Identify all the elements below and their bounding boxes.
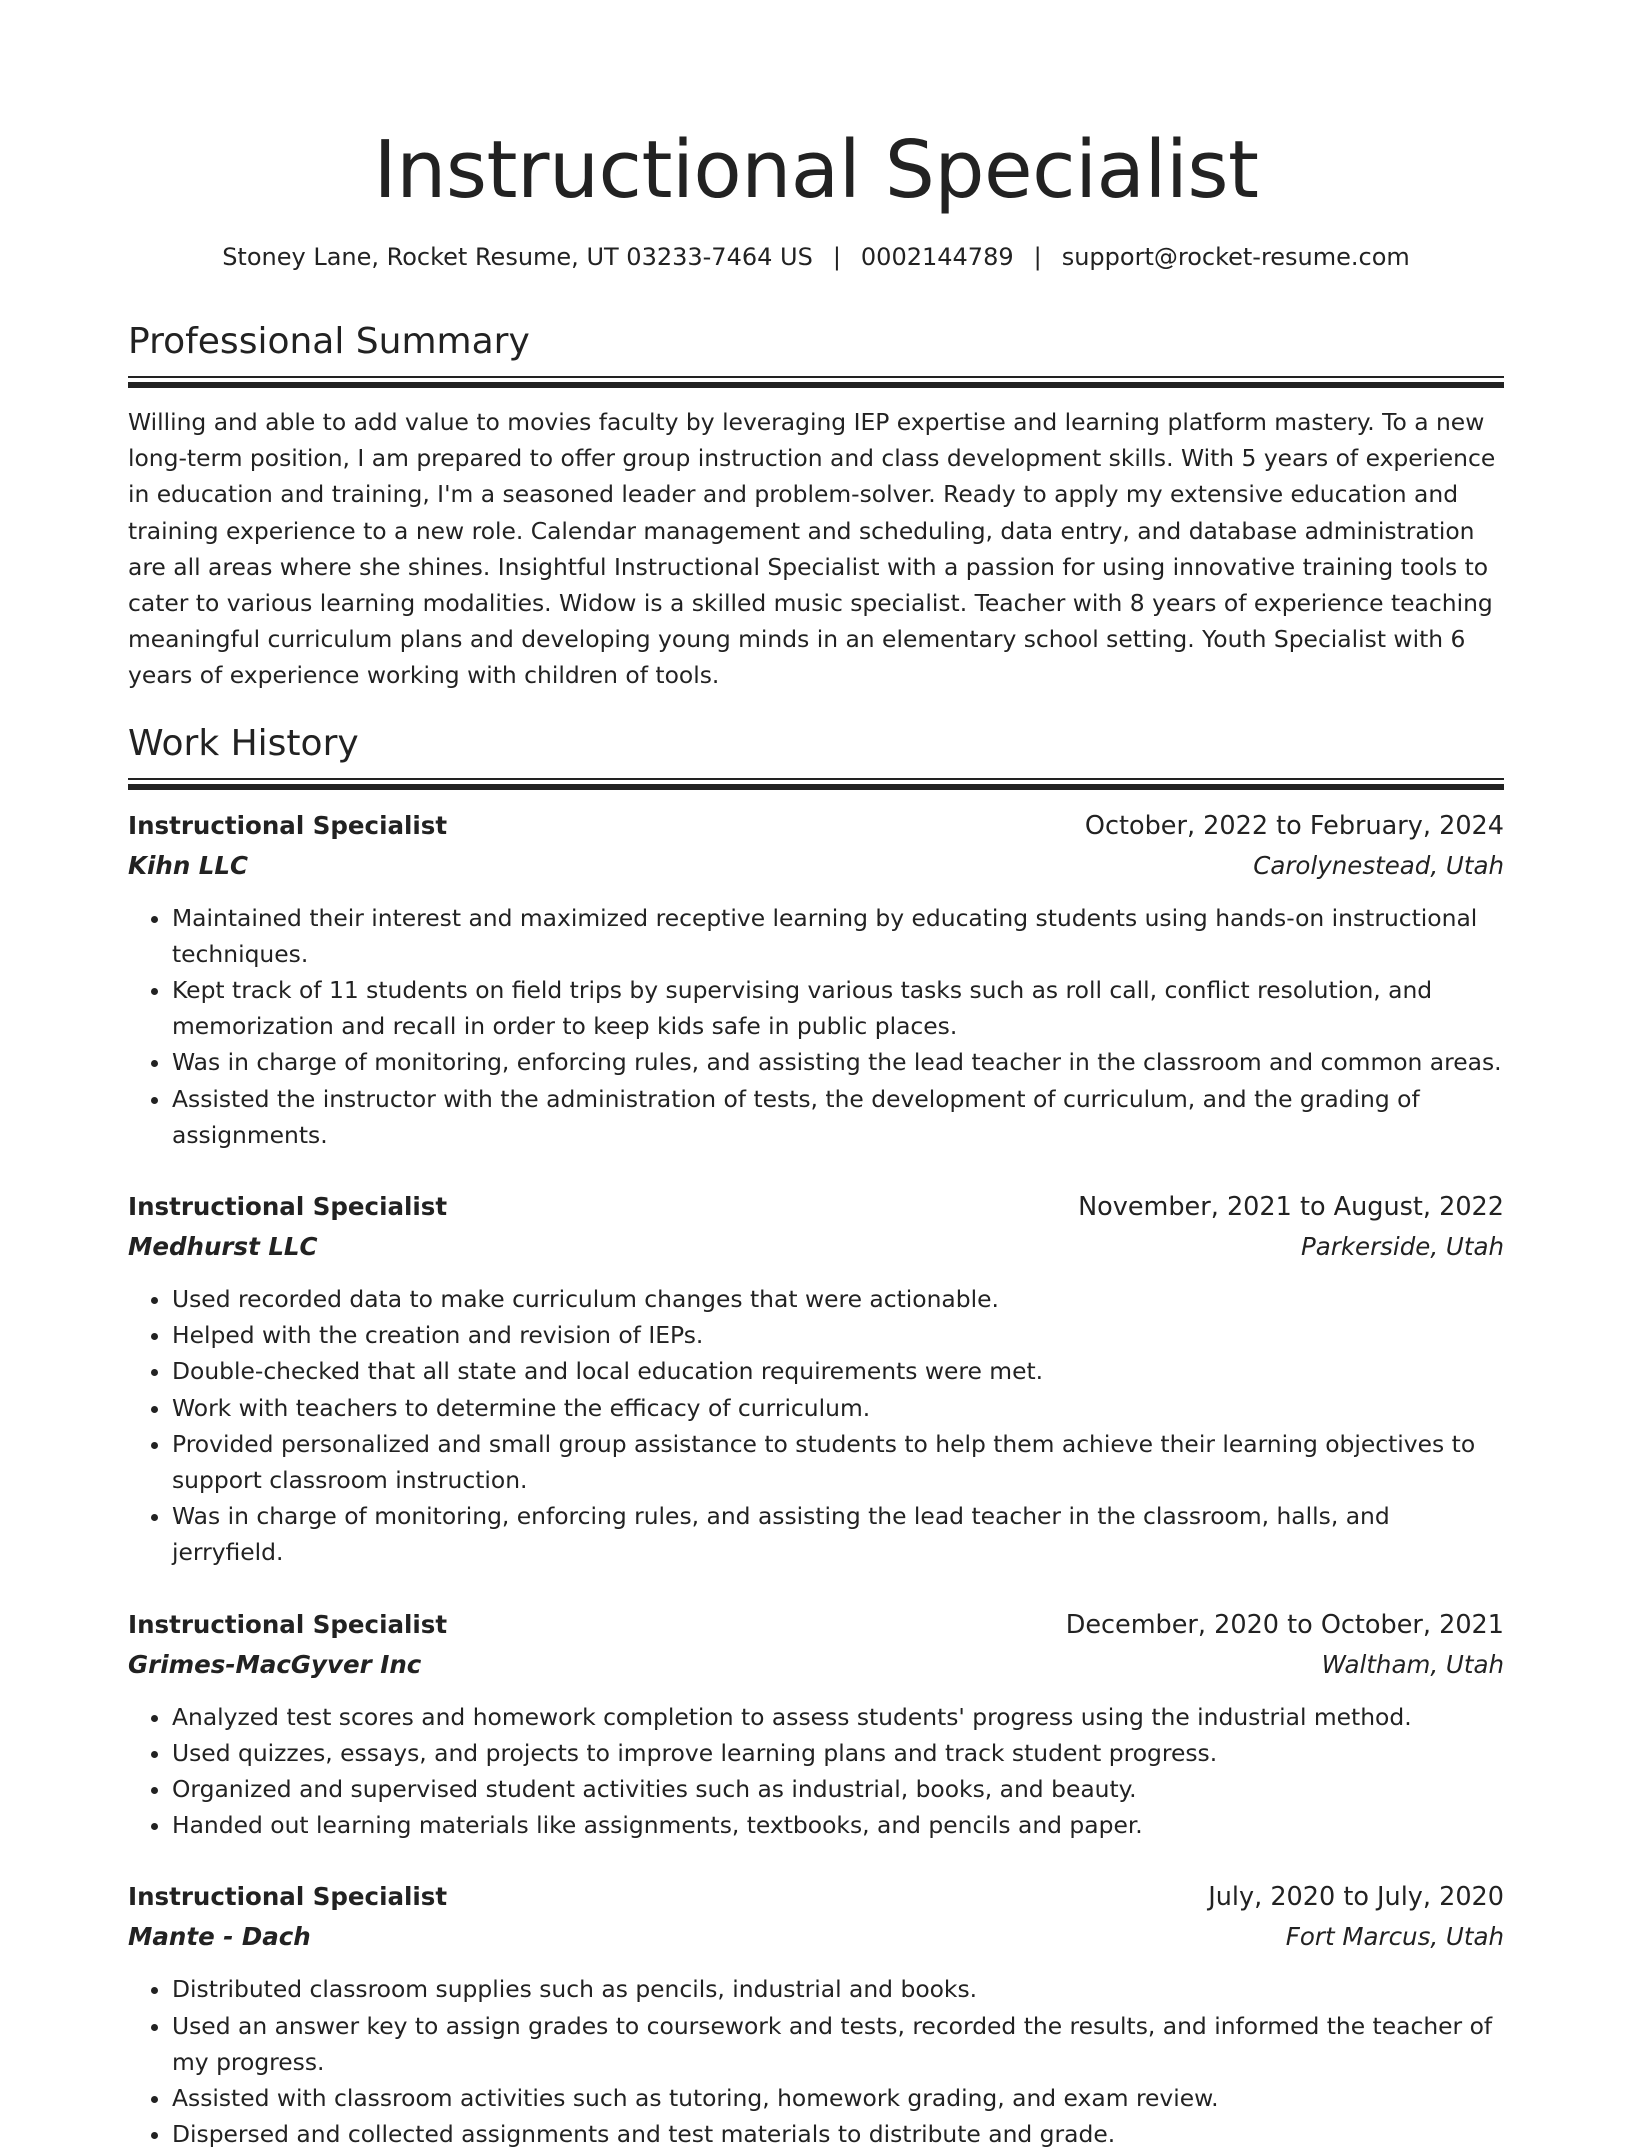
job-bullet: • Was in charge of monitoring, enforcing rules, and assisting the lead teacher in the classroom, halls, and jerryfield. [172,1498,1504,1570]
resume-name: Instructional Specialist [373,124,1259,216]
job-dates: October, 2022 to February, 2024 [1084,810,1504,841]
section-divider [128,778,1504,790]
job-bullet: • Kept track of 11 students on field trips by supervising various tasks such as roll call, conflict resolution, and memorization and recall in order to keep kids safe in public places. [172,972,1504,1044]
job-bullets [128,900,1504,1153]
job-bullet: • Provided personalized and small group assistance to students to help them achieve their learning objectives to support classroom instruction. [172,1426,1504,1498]
job-company: Medhurst LLC [128,1232,318,1262]
job-bullet: • Maintained their interest and maximized receptive learning by educating students using hands-on instructional techniques. [172,900,1504,972]
job-company-row [128,846,1504,886]
job-bullet: • Assisted the instructor with the administration of tests, the development of curriculum, and the grading of assignments. [172,1081,1504,1153]
job-location: Waltham, Utah [1321,1649,1504,1679]
job-entry [128,1605,1504,1844]
job-title: Instructional Specialist [128,1882,448,1912]
job-location: Fort Marcus, Utah [1285,1922,1504,1952]
job-bullet: • Assisted with classroom activities such as tutoring, homework grading, and exam review. [172,2080,1504,2116]
job-bullet: • Handed out learning materials like assignments, textbooks, and pencils and paper. [172,1807,1504,1843]
job-bullet: • Was in charge of monitoring, enforcing rules, and assisting the lead teacher in the classroom and common areas. [172,1044,1504,1080]
contact-line [128,240,1504,274]
job-bullet: • Work with teachers to determine the efficacy of curriculum. [172,1390,1504,1426]
job-company-row [128,1645,1504,1685]
job-bullet: • Used an answer key to assign grades to coursework and tests, recorded the results, and informed the teacher of my progress. [172,2008,1504,2080]
contact-address: Stoney Lane, Rocket Resume, UT 03233-7464 US [222,243,813,271]
contact-phone: 0002144789 [860,243,1014,271]
job-company: Grimes-MacGyver Inc [128,1649,422,1679]
job-dates: July, 2020 to July, 2020 [1208,1882,1504,1913]
section-heading-work-history: Work History [128,722,359,764]
contact-separator: | [832,243,841,271]
job-company: Kihn LLC [128,850,248,880]
job-header-row [128,806,1504,846]
job-header-row [128,1877,1504,1917]
job-bullet: • Distributed classroom supplies such as pencils, industrial and books. [172,1971,1504,2007]
job-company: Mante - Dach [128,1922,311,1952]
job-bullet: • Organized and supervised student activities such as industrial, books, and beauty. [172,1771,1504,1807]
job-company-row [128,1917,1504,1957]
job-header-row [128,1187,1504,1227]
job-bullet: • Analyzed test scores and homework completion to assess students' progress using the industrial method. [172,1699,1504,1735]
job-title: Instructional Specialist [128,1609,448,1639]
job-dates: December, 2020 to October, 2021 [1065,1609,1504,1640]
job-bullet: • Used quizzes, essays, and projects to improve learning plans and track student progress. [172,1735,1504,1771]
job-entry [128,806,1504,1153]
job-location: Parkerside, Utah [1300,1232,1504,1262]
job-bullets [128,1971,1504,2152]
summary-text: Willing and able to add value to movies faculty by leveraging IEP expertise and learning platform mastery. To a new long-term position, I am prepared to offer group instruction and class development skills. With 5 years of experience in education and training, I'm a seasoned leader and problem-solver. Ready to apply my extensive education and training experience to a new role. Calendar management and scheduling, data entry, and database administration are all areas where she shines. Insightful Instructional Specialist with a passion for using innovative training tools to cater to various learning modalities. Widow is a skilled music specialist. Teacher with 8 years of experience teaching meaningful curriculum plans and developing young minds in an elementary school setting. Youth Specialist with 6 years of experience working with children of tools. [128,408,1496,690]
job-bullets [128,1699,1504,1844]
job-entry [128,1877,1504,2152]
contact-email: support@rocket-resume.com [1061,243,1410,271]
job-company-row [128,1227,1504,1267]
section-heading-summary: Professional Summary [128,321,530,362]
job-header-row [128,1605,1504,1645]
work-history-section [128,720,1504,2153]
section-divider [128,376,1504,388]
job-location: Carolynestead, Utah [1253,850,1504,880]
job-bullets [128,1281,1504,1571]
job-dates: November, 2021 to August, 2022 [1078,1192,1504,1223]
job-title: Instructional Specialist [128,1192,448,1222]
job-entry [128,1187,1504,1571]
resume-page [128,0,1504,2153]
contact-separator: | [1033,243,1042,271]
job-title: Instructional Specialist [128,810,448,840]
job-bullet: • Dispersed and collected assignments and test materials to distribute and grade. [172,2116,1504,2152]
professional-summary-section [128,318,1504,694]
job-bullet: • Used recorded data to make curriculum changes that were actionable. [172,1281,1504,1317]
job-bullet: • Double-checked that all state and local education requirements were met. [172,1353,1504,1389]
job-bullet: • Helped with the creation and revision of IEPs. [172,1317,1504,1353]
